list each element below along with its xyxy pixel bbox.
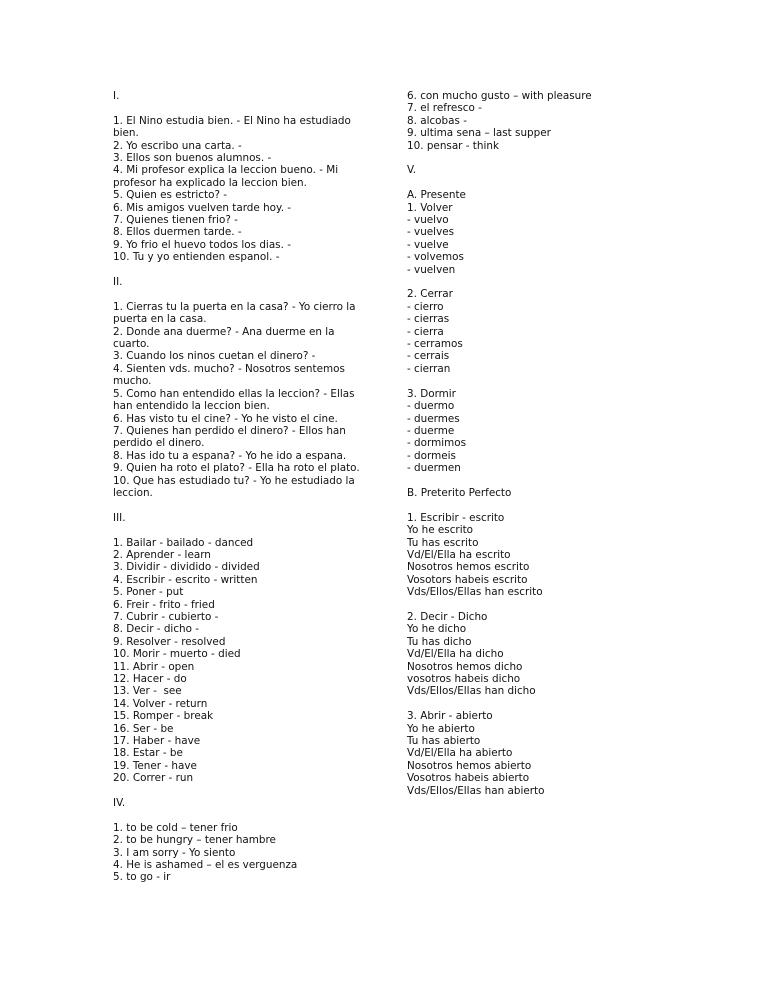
left-column-line: 10. Tu y yo entienden espanol. - — [113, 251, 280, 264]
left-column-line: 3. Dividir - dividido - divided — [113, 561, 260, 574]
left-column-line: 1. Cierras tu la puerta en la casa? - Yo cierro la puerta en la casa. — [113, 300, 359, 326]
right-column-spacer — [407, 499, 697, 511]
left-column-line: 4. Sienten vds. mucho? - Nosotros sentemos mucho. — [113, 362, 349, 388]
right-column-line: 9. ultima sena – last supper — [407, 127, 551, 140]
right-column-spacer — [407, 698, 697, 710]
right-column-line: - dormimos — [407, 437, 466, 450]
right-column-line: Yo he dicho — [407, 623, 467, 636]
left-column-line: 17. Haber - have — [113, 735, 201, 748]
left-column-line: 3. Ellos son buenos alumnos. - — [113, 152, 272, 165]
left-column-line: 15. Romper - break — [113, 710, 214, 723]
left-column-line: 18. Estar - be — [113, 747, 183, 760]
right-column-line: Vds/Ellos/Ellas han abierto — [407, 784, 545, 797]
left-column-line: 7. Quienes tienen frio? - — [113, 214, 238, 227]
right-column-line: Vosotros habeis abierto — [407, 772, 530, 785]
left-column-spacer — [113, 499, 368, 511]
right-column-line: - volvemos — [407, 251, 464, 264]
left-column — [113, 90, 368, 884]
left-column-line: 1. to be cold – tener frio — [113, 821, 238, 834]
right-column-line: - dormeis — [407, 449, 456, 462]
right-column-line: Vd/El/Ella ha escrito — [407, 548, 511, 561]
left-column-line: 5. to go - ir — [113, 871, 171, 884]
left-column-line: 1. El Nino estudia bien. - El Nino ha estudiado bien. — [113, 114, 355, 140]
left-column-line: 7. Quienes han perdido el dinero? - Ellos han perdido el dinero. — [113, 424, 350, 450]
right-column-line: - cierras — [407, 313, 450, 326]
left-column-line: 3. Cuando los ninos cuetan el dinero? - — [113, 350, 316, 363]
right-column-line: B. Preterito Perfecto — [407, 486, 512, 499]
right-column-line: Vd/El/Ella ha abierto — [407, 747, 513, 760]
right-column-spacer — [407, 152, 697, 164]
right-column-line: - vuelve — [407, 238, 449, 251]
right-column-line: - duermen — [407, 462, 461, 475]
right-column-line: - duermo — [407, 400, 455, 413]
right-column-line: 2. Decir - Dicho — [407, 610, 488, 623]
right-column-line: V. — [407, 164, 417, 177]
left-column-line: 6. Has visto tu el cine? - Yo he visto el cine. — [113, 412, 338, 425]
right-column — [407, 90, 697, 797]
left-column-line: 7. Cubrir - cubierto - — [113, 610, 219, 623]
right-column-line: - cerramos — [407, 338, 463, 351]
left-column-spacer — [113, 524, 368, 536]
left-column-line: 2. Yo escribo una carta. - — [113, 139, 242, 152]
left-column-line: 9. Resolver - resolved — [113, 635, 226, 648]
right-column-line: Vds/Ellos/Ellas han escrito — [407, 586, 543, 599]
right-column-line: vosotros habeis dicho — [407, 672, 521, 685]
left-column-line: 9. Yo frio el huevo todos los dias. - — [113, 238, 291, 251]
left-column-line: I. — [113, 90, 120, 102]
left-column-line: III. — [113, 511, 126, 524]
right-column-spacer — [407, 276, 697, 288]
left-column-line: 14. Volver - return — [113, 697, 208, 710]
right-column-line: 8. alcobas - — [407, 114, 467, 127]
right-column-line: 1. Volver — [407, 201, 453, 214]
right-column-line: Vosotors habeis escrito — [407, 573, 528, 586]
left-column-line: IV. — [113, 797, 126, 810]
right-column-line: Yo he escrito — [407, 524, 474, 537]
left-column-line: II. — [113, 276, 123, 289]
right-column-spacer — [407, 599, 697, 611]
left-column-line: 5. Como han entendido ellas la leccion? - Ellas han entendido la leccion bien. — [113, 387, 358, 413]
left-column-spacer — [113, 288, 368, 300]
left-column-line: 13. Ver - see — [113, 685, 182, 698]
left-column-spacer — [113, 809, 368, 821]
right-column-line: - cierran — [407, 362, 451, 375]
right-column-line: - duerme — [407, 424, 455, 437]
right-column-spacer — [407, 375, 697, 387]
left-column-line: 1. Bailar - bailado - danced — [113, 536, 254, 549]
right-column-line: A. Presente — [407, 189, 466, 202]
right-column-line: 6. con mucho gusto – with pleasure — [407, 90, 592, 102]
left-column-line: 10. Morir - muerto - died — [113, 648, 241, 661]
right-column-line: Tu has escrito — [407, 536, 479, 549]
left-column-line: 8. Decir - dicho - — [113, 623, 200, 636]
right-column-line: - cierro — [407, 300, 444, 313]
left-column-line: 8. Ellos duermen tarde. - — [113, 226, 242, 239]
right-column-line: - cerrais — [407, 350, 450, 363]
left-column-line: 19. Tener - have — [113, 759, 197, 772]
right-column-line: 7. el refresco - — [407, 102, 482, 115]
left-column-line: 5. Poner - put — [113, 586, 184, 599]
right-column-line: Vd/El/Ella ha dicho — [407, 648, 504, 661]
right-column-line: - cierra — [407, 325, 444, 338]
right-column-line: - vuelven — [407, 263, 456, 276]
right-column-line: 2. Cerrar — [407, 288, 453, 301]
right-column-line: - vuelvo — [407, 214, 449, 227]
left-column-line: 10. Que has estudiado tu? - Yo he estudiado la leccion. — [113, 474, 359, 499]
right-column-line: 3. Dormir — [407, 387, 456, 400]
right-column-line: Nosotros hemos abierto — [407, 759, 532, 772]
left-column-line: 4. Mi profesor explica la leccion bueno. - Mi profesor ha explicado la leccion bien. — [113, 164, 342, 189]
left-column-line: 2. Aprender - learn — [113, 548, 211, 561]
left-column-spacer — [113, 102, 368, 114]
right-column-line: - vuelves — [407, 226, 455, 239]
left-column-line: 8. Has ido tu a espana? - Yo he ido a espana. — [113, 449, 347, 462]
left-column-line: 6. Mis amigos vuelven tarde hoy. - — [113, 201, 292, 214]
right-column-spacer — [407, 177, 697, 189]
left-column-line: 9. Quien ha roto el plato? - Ella ha roto el plato. — [113, 462, 360, 475]
left-column-line: 2. to be hungry – tener hambre — [113, 834, 276, 847]
left-column-line: 3. I am sorry - Yo siento — [113, 846, 236, 859]
right-column-line: Nosotros hemos escrito — [407, 561, 530, 574]
right-column-line: Nosotros hemos dicho — [407, 660, 523, 673]
right-column-spacer — [407, 475, 697, 487]
right-column-line: Tu has abierto — [407, 735, 481, 747]
left-column-line: 4. He is ashamed – el es verguenza — [113, 859, 298, 872]
right-column-line: - duermes — [407, 412, 460, 425]
right-column-line: Vds/Ellos/Ellas han dicho — [407, 685, 536, 698]
left-column-spacer — [113, 785, 368, 797]
right-column-line: Tu has dicho — [407, 635, 472, 648]
right-column-line: 10. pensar - think — [407, 139, 499, 152]
right-column-line: Yo he abierto — [407, 722, 475, 735]
left-column-line: 11. Abrir - open — [113, 660, 195, 673]
left-column-line: 5. Quien es estricto? - — [113, 189, 228, 202]
left-column-line: 12. Hacer - do — [113, 673, 187, 686]
left-column-line: 2. Donde ana duerme? - Ana duerme en la cuarto. — [113, 325, 338, 351]
left-column-line: 20. Correr - run — [113, 772, 194, 785]
left-column-line: 6. Freir - frito - fried — [113, 598, 215, 611]
left-column-line: 16. Ser - be — [113, 722, 174, 735]
right-column-line: 3. Abrir - abierto — [407, 710, 493, 723]
left-column-spacer — [113, 264, 368, 276]
left-column-line: 4. Escribir - escrito - written — [113, 573, 258, 586]
right-column-line: 1. Escribir - escrito — [407, 511, 505, 524]
